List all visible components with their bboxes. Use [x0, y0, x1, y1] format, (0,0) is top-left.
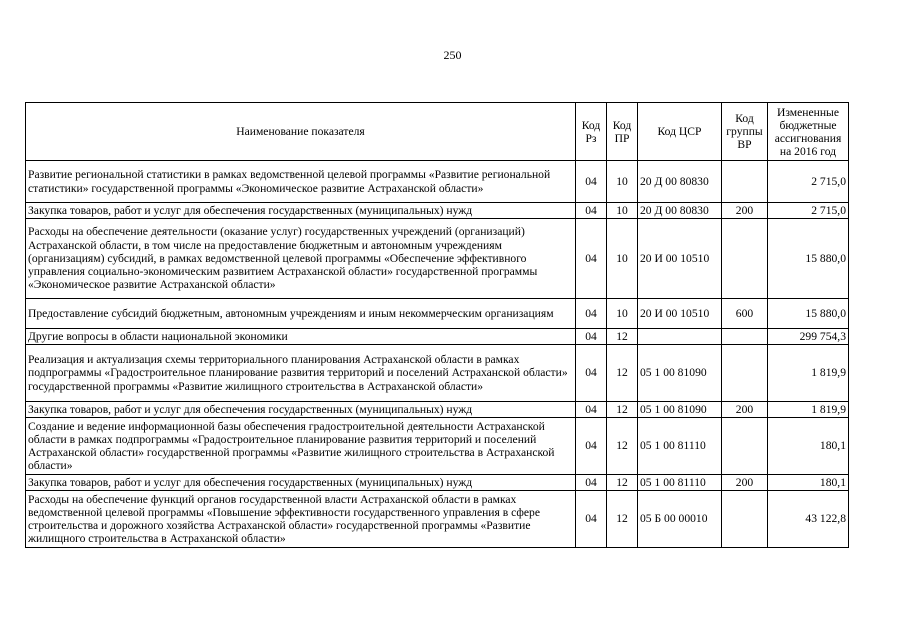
row-amount: 1 819,9	[768, 345, 849, 402]
header-csr: Код ЦСР	[638, 103, 722, 161]
row-rz: 04	[576, 491, 607, 548]
header-name: Наименование показателя	[26, 103, 576, 161]
table-header-row	[26, 103, 849, 161]
table-row	[26, 402, 849, 418]
row-vr	[722, 491, 768, 548]
row-name: Расходы на обеспечение функций органов государственной власти Астраханской области в рамках ведомственной целевой программы «Повышение эффективности государственного управления в сфере строительства и дорожного хозяйства Астраханской области» государственной программы «Развитие жилищного строительства в Астраханской области»	[26, 491, 576, 548]
row-csr: 20 И 00 10510	[638, 219, 722, 299]
row-name: Расходы на обеспечение деятельности (оказание услуг) государственных учреждений (организаций) Астраханской области, в том числе на предоставление бюджетным и автономным учреждениям (организациям) субсидий, в рамках ведомственной целевой программы «Обеспечение эффективного управления социально-экономическим развитием Астраханской области» государственной программы «Экономическое развитие Астраханской области»	[26, 219, 576, 299]
table-row	[26, 491, 849, 548]
row-pr: 10	[607, 161, 638, 203]
row-name: Закупка товаров, работ и услуг для обеспечения государственных (муниципальных) нужд	[26, 475, 576, 491]
row-pr: 12	[607, 475, 638, 491]
row-amount: 2 715,0	[768, 161, 849, 203]
table-row	[26, 219, 849, 299]
header-vr: Код группы ВР	[722, 103, 768, 161]
row-amount: 180,1	[768, 475, 849, 491]
row-amount: 43 122,8	[768, 491, 849, 548]
row-vr	[722, 161, 768, 203]
row-vr	[722, 418, 768, 475]
row-csr: 05 1 00 81110	[638, 475, 722, 491]
row-vr	[722, 219, 768, 299]
row-pr: 10	[607, 299, 638, 329]
table-row	[26, 345, 849, 402]
row-name: Другие вопросы в области национальной экономики	[26, 329, 576, 345]
row-pr: 12	[607, 345, 638, 402]
table-row	[26, 299, 849, 329]
row-pr: 12	[607, 491, 638, 548]
row-csr: 20 Д 00 80830	[638, 161, 722, 203]
header-amount: Измененные бюджетные ассигнования на 2016 год	[768, 103, 849, 161]
row-vr: 200	[722, 475, 768, 491]
row-rz: 04	[576, 475, 607, 491]
header-rz: Код Рз	[576, 103, 607, 161]
header-pr: Код ПР	[607, 103, 638, 161]
row-amount: 15 880,0	[768, 299, 849, 329]
row-pr: 10	[607, 203, 638, 219]
row-csr: 05 1 00 81090	[638, 345, 722, 402]
row-rz: 04	[576, 418, 607, 475]
row-csr: 20 И 00 10510	[638, 299, 722, 329]
row-name: Предоставление субсидий бюджетным, автономным учреждениям и иным некоммерческим организациям	[26, 299, 576, 329]
row-csr: 05 Б 00 00010	[638, 491, 722, 548]
row-vr: 200	[722, 203, 768, 219]
row-name: Реализация и актуализация схемы территориального планирования Астраханской области в рамках подпрограммы «Градостроительное планирование развития территорий и поселений Астраханской области» государственной программы «Развитие жилищного строительства в Астраханской области»	[26, 345, 576, 402]
row-rz: 04	[576, 402, 607, 418]
row-amount: 299 754,3	[768, 329, 849, 345]
row-pr: 12	[607, 418, 638, 475]
row-pr: 12	[607, 329, 638, 345]
row-rz: 04	[576, 161, 607, 203]
row-csr: 05 1 00 81110	[638, 418, 722, 475]
row-rz: 04	[576, 329, 607, 345]
table-row	[26, 475, 849, 491]
row-name: Развитие региональной статистики в рамках ведомственной целевой программы «Развитие региональной статистики» государственной программы «Экономическое развитие Астраханской области»	[26, 161, 576, 203]
row-pr: 10	[607, 219, 638, 299]
row-pr: 12	[607, 402, 638, 418]
row-name: Создание и ведение информационной базы обеспечения градостроительной деятельности Астраханской области в рамках подпрограммы «Градостроительное планирование развития территорий и поселений Астраханской области» государственной программы «Развитие жилищного строительства в Астраханской области»	[26, 418, 576, 475]
row-csr	[638, 329, 722, 345]
table-row	[26, 203, 849, 219]
row-name: Закупка товаров, работ и услуг для обеспечения государственных (муниципальных) нужд	[26, 402, 576, 418]
row-vr: 200	[722, 402, 768, 418]
row-name: Закупка товаров, работ и услуг для обеспечения государственных (муниципальных) нужд	[26, 203, 576, 219]
table-row	[26, 161, 849, 203]
row-vr	[722, 329, 768, 345]
row-vr: 600	[722, 299, 768, 329]
table-row	[26, 418, 849, 475]
row-amount: 1 819,9	[768, 402, 849, 418]
row-csr: 05 1 00 81090	[638, 402, 722, 418]
row-rz: 04	[576, 219, 607, 299]
row-rz: 04	[576, 299, 607, 329]
table-row	[26, 329, 849, 345]
row-amount: 180,1	[768, 418, 849, 475]
row-amount: 15 880,0	[768, 219, 849, 299]
budget-table	[25, 102, 849, 548]
page-number: 250	[443, 48, 462, 62]
row-vr	[722, 345, 768, 402]
row-rz: 04	[576, 203, 607, 219]
row-csr: 20 Д 00 80830	[638, 203, 722, 219]
row-amount: 2 715,0	[768, 203, 849, 219]
row-rz: 04	[576, 345, 607, 402]
